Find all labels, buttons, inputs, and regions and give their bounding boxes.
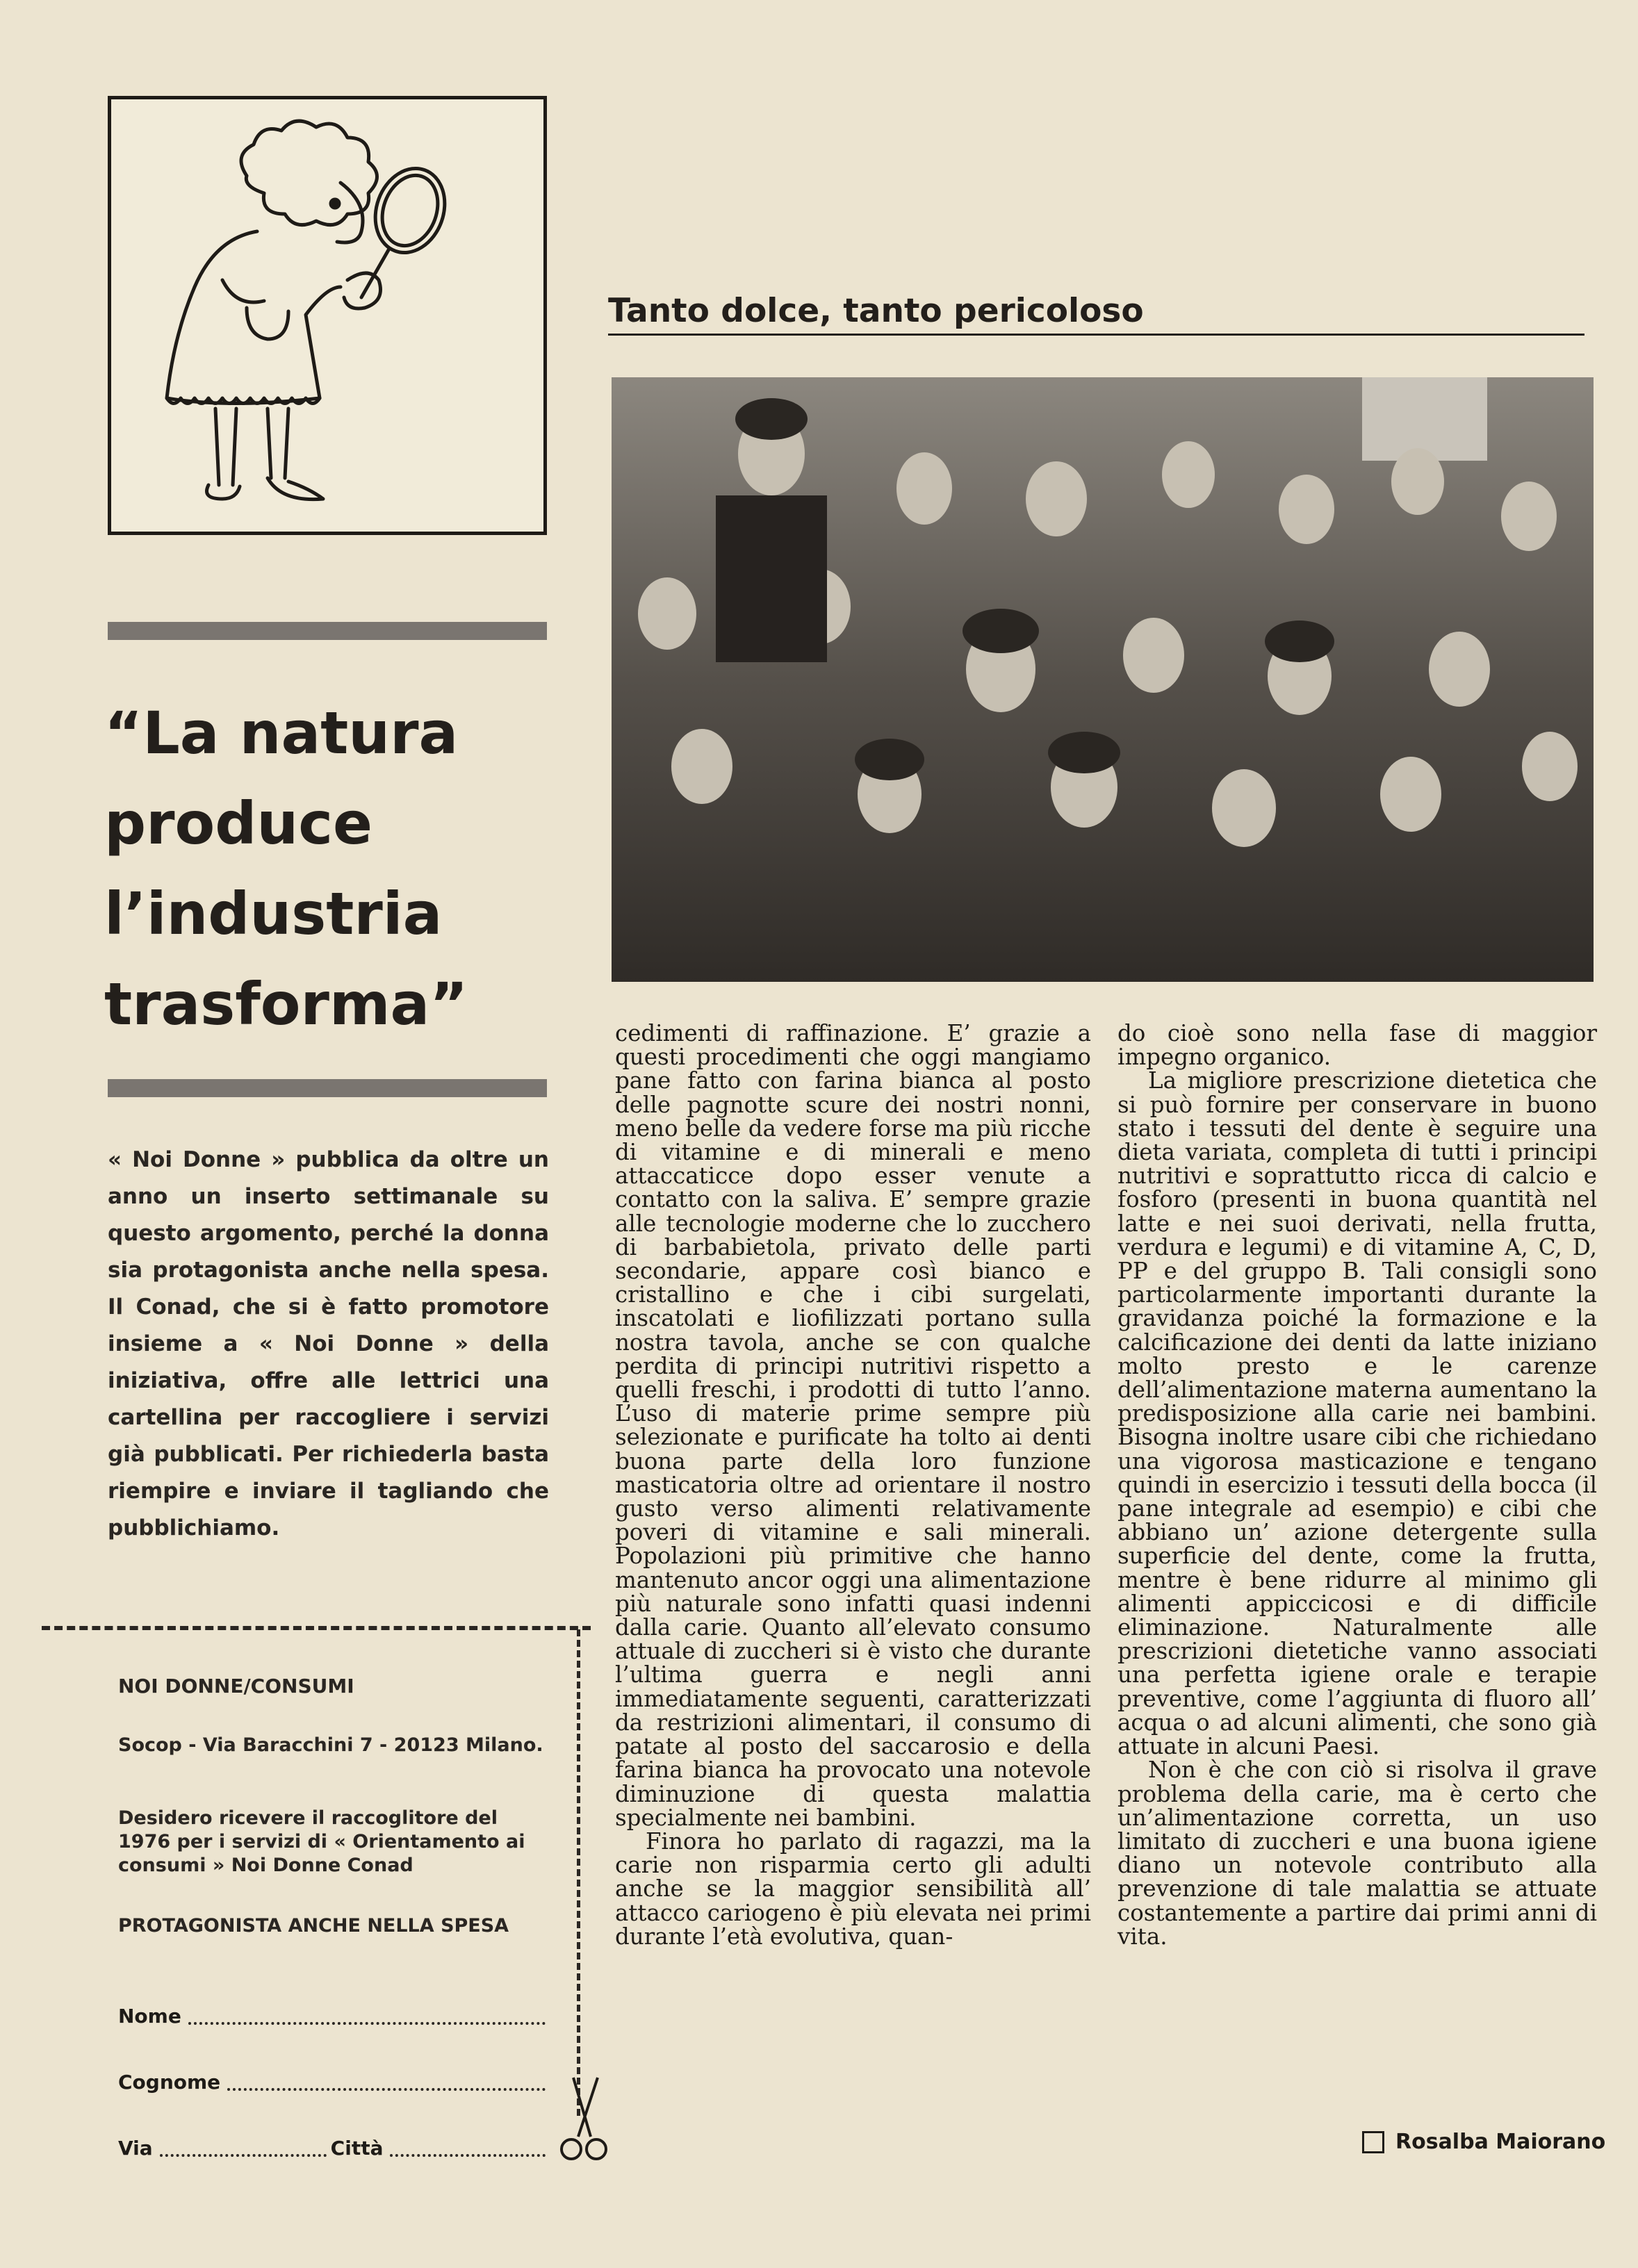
coupon-title: NOI DONNE/CONSUMI (118, 1675, 354, 1698)
scissors-icon (556, 2074, 612, 2164)
col2-paragraph-1: do cioè sono nella fase di maggior impegno organico. (1117, 1020, 1597, 1071)
woman-magnifier-illustration (108, 96, 547, 535)
city-label: Città (330, 2137, 384, 2160)
col2-paragraph-3: Non è che con ciò si risolva il grave problema della carie, ma è certo che un’alimentazione corretta, un uso limitato di zuccheri e una buona igiene diano un notevole contributo alla prevenzione di tale malattia se attuate costantemente a partire dai primi anni di vita. (1117, 1757, 1597, 1950)
surname-input-line[interactable] (227, 2074, 546, 2091)
col1-paragraph-2: Finora ho parlato di ragazzi, ma la carie non risparmia certo gli adulti anche se la maggior sensibilità all’ attacco cariogeno è più elevata nei primi durante l’età evolutiva, quan- (615, 1827, 1091, 1950)
crowd-of-children-photo (612, 377, 1594, 982)
headline-rule (608, 334, 1584, 336)
coupon-cut-line (42, 1626, 591, 1630)
author-signature (1362, 2130, 1605, 2154)
name-label: Nome (118, 2005, 181, 2028)
street-input-line[interactable] (160, 2140, 327, 2157)
address-field[interactable] (118, 2137, 546, 2160)
surname-field[interactable] (118, 2071, 546, 2094)
coupon-cut-line-vertical (577, 1629, 580, 2116)
quote-line-1: “La natura (104, 699, 459, 767)
surname-label: Cognome (118, 2071, 221, 2094)
city-input-line[interactable] (390, 2140, 546, 2157)
cartoon-drawing (111, 99, 543, 532)
name-field[interactable] (118, 2005, 546, 2028)
photo-image (612, 377, 1594, 982)
divider-bar-top (108, 622, 547, 640)
intro-text: « Noi Donne » pubblica da oltre un anno un inserto settimanale su questo argomento, perché la donna sia protagonista anche nella spesa. Il Conad, che si è fatto promotore insieme a « Noi Donne » della iniziativa, offre alle lettrici una cartellina per raccogliere i servizi già pubblicati. Per richiederla basta riempire e inviare il tagliando che pubblichiamo. (108, 1147, 549, 1540)
quote-line-3: l’industria (104, 880, 443, 948)
col2-paragraph-2: La migliore prescrizione dietetica che si può fornire per conservare in buono stato i tessuti del dente è seguire una dieta variata, completa di tutti i principi nutritivi e soprattutto ricca di calcio e fosforo (presenti in buona quantità nel latte e nei suoi derivati, nella frutta, verdura e legumi) e di vitamine A, C, D, PP e del gruppo B. Tali consigli sono particolarmente importanti durante la gravidanza poiché la formazione e la calcificazione dei denti da latte iniziano molto presto e le carenze dell’alimentazione materna aumentano la predisposizione alla carie nei bambini. Bisogna inoltre usare cibi che richiedano una vigorosa masticazione e tengano quindi in esercizio i tessuti della bocca (il pane integrale ad esempio) e cibi che abbiano un’ azione detergente sulla superficie del dente, come la frutta, mentre è bene ridurre al minimo gli alimenti appiccicosi e di difficile eliminazione. Naturalmente alle prescrizioni dietetiche vanno associati una perfetta igiene orale e terapie preventive, come l’aggiunta di fluoro all’ acqua o ad alcuni alimenti, che sono già attuate in alcuni Paesi. (1117, 1067, 1597, 1760)
coupon-request: Desidero ricevere il raccoglitore del 1976 per i servizi di « Orientamento ai consumi » Noi Donne Conad (118, 1807, 525, 1876)
name-input-line[interactable] (188, 2008, 546, 2025)
quote-line-2: produce (104, 789, 372, 857)
end-square-icon (1362, 2131, 1384, 2153)
coupon-slogan: PROTAGONISTA ANCHE NELLA SPESA (118, 1915, 509, 1937)
street-label: Via (118, 2137, 153, 2160)
author-name: Rosalba Maiorano (1395, 2130, 1606, 2154)
divider-bar-bottom (108, 1079, 547, 1097)
article-headline: Tanto dolce, tanto pericoloso (608, 292, 1144, 330)
coupon-address: Socop - Via Baracchini 7 - 20123 Milano. (118, 1734, 543, 1756)
quote-line-4: trasforma” (104, 970, 468, 1038)
pull-quote (104, 688, 549, 1049)
article-column-2 (1117, 1021, 1597, 1948)
article-column-1 (615, 1021, 1091, 1948)
col1-paragraph-1: cedimenti di raffinazione. E’ grazie a questi procedimenti che oggi mangiamo pane fatto con farina bianca al posto delle pagnotte scure dei nostri nonni, meno belle da vedere forse ma più ricche di vitamine e di minerali e meno attaccaticce dopo esser venute a contatto con la saliva. E’ sempre grazie alle tecnologie moderne che lo zucchero di barbabietola, privato delle parti secondarie, appare così bianco e cristallino e che i cibi surgelati, inscatolati e liofilizzati portano sulla nostra tavola, anche se con qualche perdita di principi nutritivi rispetto a quelli freschi, i prodotti di tutto l’anno. L’uso di materie prime sempre più selezionate e purificate ha tolto ai denti buona parte della loro funzione masticatoria oltre ad orientare il nostro gusto verso alimenti relativamente poveri di vitamine e sali minerali. Popolazioni più primitive che hanno mantenuto ancor oggi una alimentazione più naturale sono infatti quasi indenni dalla carie. Quanto all’elevato consumo attuale di zuccheri si è visto che durante l’ultima guerra e negli anni immediatamente seguenti, caratterizzati da restrizioni alimentari, il consumo di patate al posto del saccarosio e della farina bianca ha provocato una notevole diminuzione di questa malattia specialmente nei bambini. (615, 1020, 1091, 1831)
